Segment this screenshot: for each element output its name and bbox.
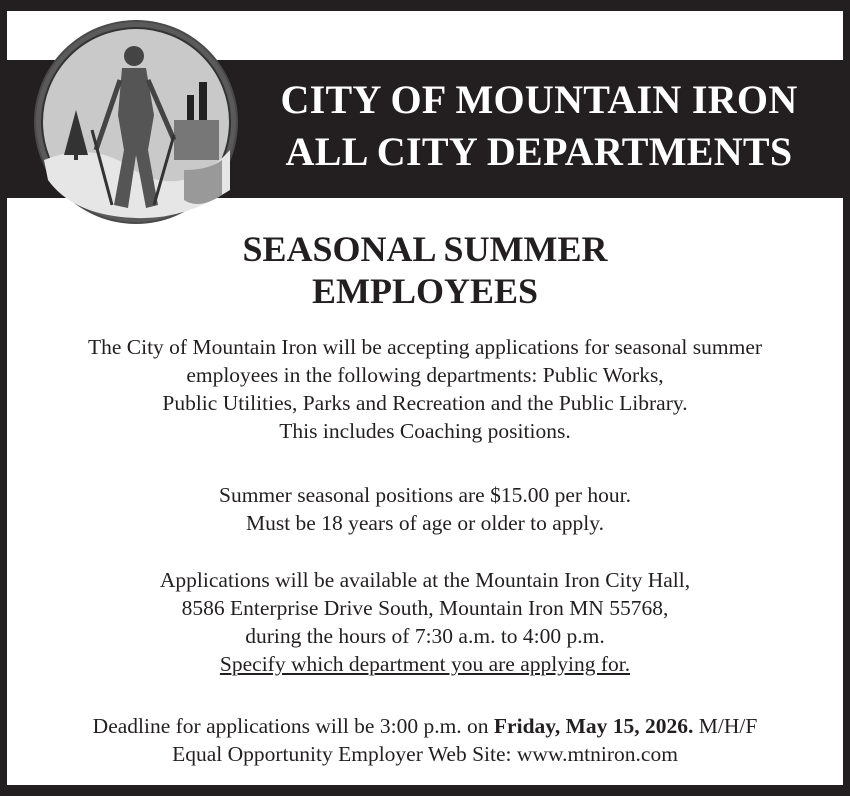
deadline-paragraph [0,712,850,768]
intro-paragraph [0,333,850,445]
header-line-1: CITY OF MOUNTAIN IRON [280,77,798,122]
pay-line: Summer seasonal positions are $15.00 per hour. [218,483,632,507]
headline-line-1: SEASONAL SUMMER [242,229,608,269]
deadline-date: Friday, May 15, 2026. [493,714,694,738]
age-line: Must be 18 years of age or older to apply. [245,511,605,535]
pay-paragraph [0,481,850,537]
specify-department-note: Specify which department you are applying for. [219,652,631,676]
applications-paragraph [0,566,850,678]
seal-miner-icon [34,20,238,224]
intro-line: This includes Coaching positions. [279,419,571,443]
intro-line: The City of Mountain Iron will be accepting applications for seasonal summer [87,335,763,359]
deadline-prefix: Deadline for applications will be 3:00 p.m. on [92,714,494,738]
headline-line-2: EMPLOYEES [311,271,539,311]
job-headline [0,228,850,312]
employer-website-line: Equal Opportunity Employer Web Site: www.mtniron.com [172,742,678,766]
deadline-suffix: M/H/F [693,714,758,738]
city-seal-logo [34,20,238,224]
applications-line: Applications will be available at the Mountain Iron City Hall, [159,568,691,592]
intro-line: Public Utilities, Parks and Recreation and the Public Library. [162,391,688,415]
intro-line: employees in the following departments: Public Works, [186,363,664,387]
deadline-line [0,712,850,740]
header-title [244,74,834,178]
address-line: 8586 Enterprise Drive South, Mountain Iron MN 55768, [181,596,669,620]
hours-line: during the hours of 7:30 a.m. to 4:00 p.m. [245,624,605,648]
header-line-2: ALL CITY DEPARTMENTS [285,129,793,174]
